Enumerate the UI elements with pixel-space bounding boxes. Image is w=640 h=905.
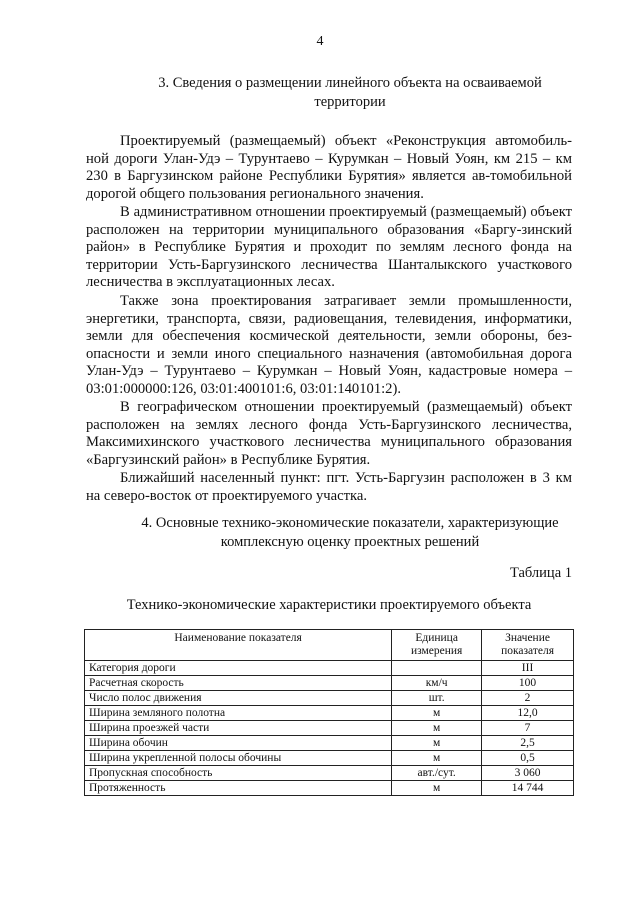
cell-value: 3 060 bbox=[482, 766, 574, 781]
table-label: Таблица 1 bbox=[509, 565, 572, 581]
page-number: 4 bbox=[316, 34, 324, 49]
cell-unit: км/ч bbox=[392, 676, 482, 691]
table-row bbox=[85, 751, 574, 766]
section-4-title bbox=[100, 514, 600, 552]
cell-unit bbox=[392, 661, 482, 676]
cell-value: 0,5 bbox=[482, 751, 574, 766]
paragraph-object-description: Проектируемый (размещаемый) объект «Реконструкция автомобиль-ной дороги Улан-Удэ – Турунтаево – Курумкан – Новый Уоян, км 215 – км 230 в Баргузинском районе Республики Бурятия» является ав-томобильной дорогой общего пользования регионального значения. bbox=[86, 133, 572, 202]
header-value: Значение показателя bbox=[482, 630, 574, 661]
cell-value: 12,0 bbox=[482, 706, 574, 721]
table-row bbox=[85, 706, 574, 721]
header-indicator-name: Наименование показателя bbox=[85, 630, 392, 661]
table-row bbox=[85, 766, 574, 781]
table-row bbox=[85, 781, 574, 796]
paragraph-geographic-location: В географическом отношении проектируемый (размещаемый) объект расположен на землях лесного фонда Усть-Баргузинского лесничества, Максимихинского участкового лесничества муниципального образования «Баргузинский район» в Республике Бурятия. bbox=[86, 399, 572, 468]
cell-value: 14 744 bbox=[482, 781, 574, 796]
section-3-title-line-1: 3. Сведения о размещении линейного объекта на осваиваемой bbox=[158, 75, 542, 91]
section-3-title-line-2: территории bbox=[314, 94, 386, 110]
cell-indicator: Ширина проезжей части bbox=[85, 721, 392, 736]
cell-unit: м bbox=[392, 736, 482, 751]
table-row bbox=[85, 736, 574, 751]
table-row bbox=[85, 676, 574, 691]
table-row bbox=[85, 691, 574, 706]
table-row bbox=[85, 721, 574, 736]
cell-indicator: Протяженность bbox=[85, 781, 392, 796]
section-4-title-line-1: 4. Основные технико-экономические показатели, характеризующие bbox=[141, 515, 559, 531]
cell-unit: авт./сут. bbox=[392, 766, 482, 781]
paragraph-administrative-location: В административном отношении проектируемый (размещаемый) объект расположен на территории муниципального образования «Баргу-зинский район» в Республике Бурятия и проходит по землям лесного фонда на территории Усть-Баргузинского лесничества Шанталыкского участкового лесничества в эксплуатационных лесах. bbox=[86, 204, 572, 291]
cell-value: 2,5 bbox=[482, 736, 574, 751]
cell-indicator: Число полос движения bbox=[85, 691, 392, 706]
header-unit: Единица измерения bbox=[392, 630, 482, 661]
section-4-title-line-2: комплексную оценку проектных решений bbox=[220, 534, 480, 550]
cell-value: III bbox=[482, 661, 574, 676]
paragraph-design-zone: Также зона проектирования затрагивает земли промышленности, энергетики, транспорта, связи, радиовещания, телевидения, информатики, земли для обеспечения космической деятельности, земли обороны, без-опасности и земли иного специального назначения (автомобильная дорога Улан-Удэ – Турунтаево – Курумкан – Новый Уоян, кадастровые номера – 03:01:000000:126, 03:01:400101:6, 03:01:140101:2). bbox=[86, 293, 572, 397]
cell-unit: шт. bbox=[392, 691, 482, 706]
cell-value: 100 bbox=[482, 676, 574, 691]
cell-value: 7 bbox=[482, 721, 574, 736]
paragraph-nearest-settlement: Ближайший населенный пункт: пгт. Усть-Баргузин расположен в 3 км на северо-восток от проектируемого участка. bbox=[86, 470, 572, 504]
cell-unit: м bbox=[392, 706, 482, 721]
cell-unit: м bbox=[392, 781, 482, 796]
cell-unit: м bbox=[392, 721, 482, 736]
cell-unit: м bbox=[392, 751, 482, 766]
cell-indicator: Расчетная скорость bbox=[85, 676, 392, 691]
cell-indicator: Ширина укрепленной полосы обочины bbox=[85, 751, 392, 766]
table-row bbox=[85, 661, 574, 676]
cell-indicator: Ширина обочин bbox=[85, 736, 392, 751]
table-title: Технико-экономические характеристики проектируемого объекта bbox=[126, 597, 532, 613]
cell-indicator: Ширина земляного полотна bbox=[85, 706, 392, 721]
cell-indicator: Категория дороги bbox=[85, 661, 392, 676]
table-header-row bbox=[85, 630, 574, 661]
cell-value: 2 bbox=[482, 691, 574, 706]
specs-table bbox=[84, 629, 574, 796]
cell-indicator: Пропускная способность bbox=[85, 766, 392, 781]
section-3-title bbox=[120, 74, 580, 112]
